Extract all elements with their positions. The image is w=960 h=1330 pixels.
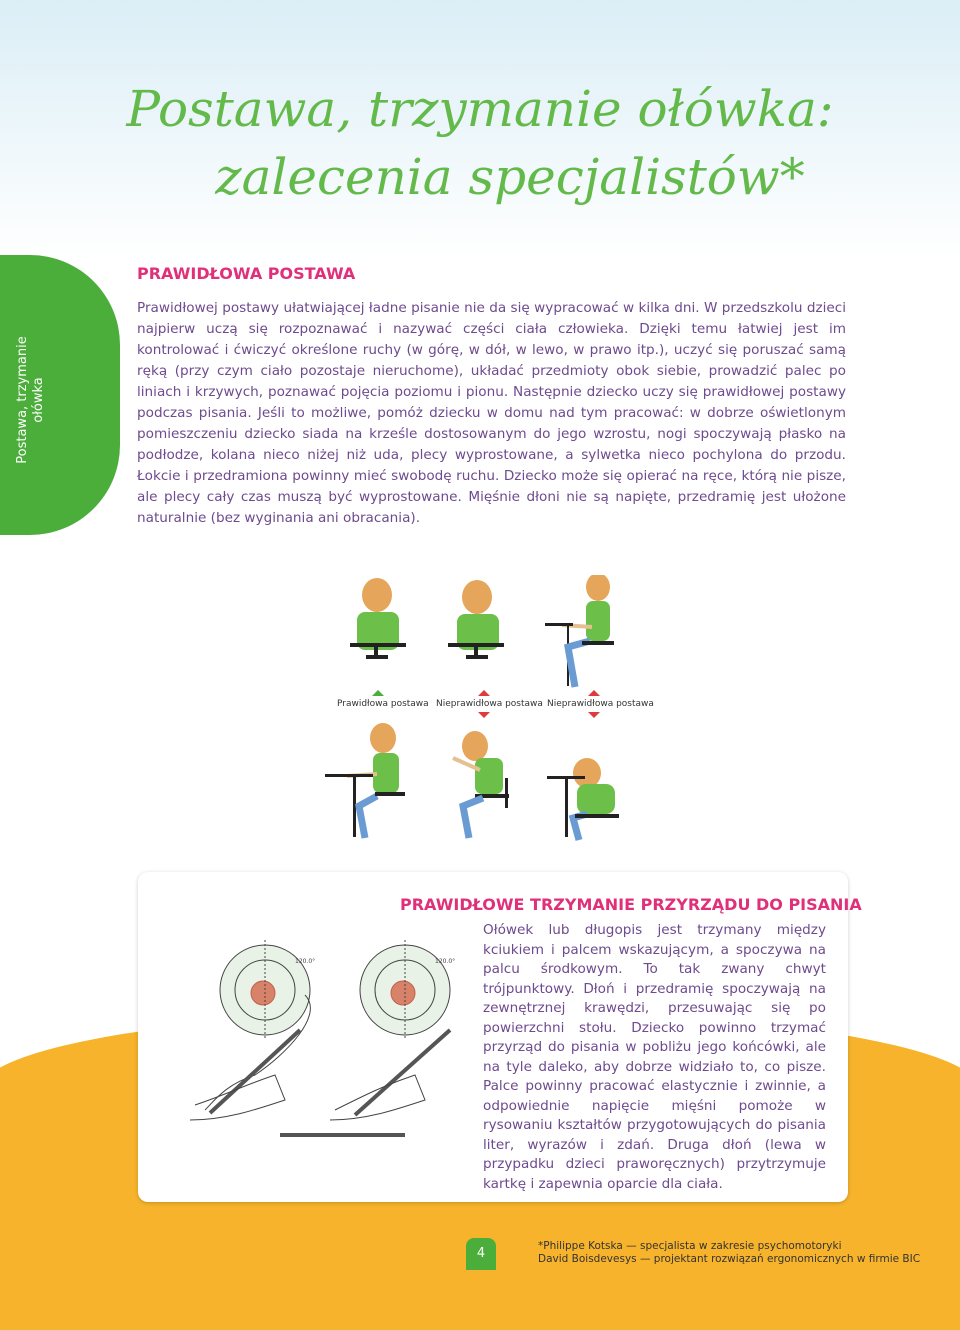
grip-body: Ołówek lub długopis jest trzymany między kciukiem i palcem wskazującym, a spoczywa na palcu środkowym. To tak zwany chwyt trójpunktowy. Dłoń i przedramię spoczywają na zewnętrznej krawędzi, przesuwając się po powierzchni stołu. Dziecko powinno trzymać przyrząd do pisania w pobliżu jego końcówki, ale na tyle daleko, aby dobrze widziało to, co pisze. Palce powinny pracować elastycznie i zwinnie, a odpowiednie napięcie mięśni pomoże w rysowaniu kształtów przygotowujących do pisania liter, wyrazów i zdań. Druga dłoń (lewa w przypadku dzieci praworęcznych) przytrzymuje kartkę i zapewnia oparcie dla ciała. <box>483 922 826 1192</box>
incorrect-up-indicator-icon <box>478 690 490 696</box>
child-back-view-2-icon <box>448 580 504 659</box>
child-slouching-icon <box>547 758 619 840</box>
posture-illustrations-bottom <box>325 718 645 843</box>
child-writing-correct-icon <box>325 723 405 838</box>
posture-illustrations-top <box>330 575 660 690</box>
posture-body: Prawidłowej postawy ułatwiającej ładne pisanie nie da się wypracować w kilka dni. W przedszkolu dzieci najpierw uczą się rozpoznawać i nazywać części ciała człowieka. Dzięki temu łatwiej jest im kontrolować i ćwiczyć określone ruchy (w górę, w dół, w lewo, w prawo itp.), uczyć się poruszać samą ręką (przy czym ciało pozostaje nieruchome), układać przedmioty obok siebie, prowadzić palec po liniach i krzywych, poznawać pojęcia poziomu i pionu. Następnie dziecko uczy się prawidłowej postawy podczas pisania. Jeśli to możliwe, pomóż dziecku w domu nad tym pracować: w dobrze oświetlonym pomieszczeniu dziecko siada na krześle dostosowanym do jego wzrostu, nogi spoczywają płasko na podłodze, kolana nieco niżej niż uda, plecy wyprostowane, a sylwetka nieco pochylona do przodu. Łokcie i przedramiona powinny mieć swobodę ruchu. Dziecko może się opierać na ręce, którą nie pisze, ale plecy cały czas muszą być wyprostowane. Mięśnie dłoni nie są napięte, przedramię jest ułożone naturalnie (bez wyginania ani obracania). <box>137 300 846 526</box>
side-tab-label: Postawa, trzymanie ołówka <box>15 336 46 464</box>
footnote-line-2: David Boisdevesys — projektant rozwiązań ergonomicznych w firmie BIC <box>538 1253 921 1265</box>
footnote <box>538 1240 920 1266</box>
angle-label-1: 120.0° <box>295 958 316 965</box>
footnote-line-1: *Philippe Kotska — specjalista w zakresie psychomotoryki <box>538 1240 842 1252</box>
angle-label-2: 120.0° <box>435 958 456 965</box>
pencil-grip-diagram-1-icon <box>190 940 310 1120</box>
child-writing-leaning-icon <box>453 731 509 838</box>
grip-heading: PRAWIDŁOWE TRZYMANIE PRZYRZĄDU DO PISANIA <box>400 895 862 914</box>
correct-indicator-icon <box>372 690 384 696</box>
posture-heading: PRAWIDŁOWA POSTAWA <box>137 264 356 283</box>
child-back-view-1-icon <box>350 578 406 659</box>
grip-illustration <box>185 935 475 1150</box>
page-number: 4 <box>466 1238 496 1270</box>
caption-incorrect-posture-2: Nieprawidłowa postawa <box>547 699 654 709</box>
child-side-view-icon <box>545 575 614 687</box>
caption-correct-posture: Prawidłowa postawa <box>337 699 429 709</box>
pencil-grip-diagram-2-icon <box>280 940 450 1135</box>
caption-incorrect-posture-1: Nieprawidłowa postawa <box>436 699 543 709</box>
page-title-line-2: zalecenia specjalistów* <box>215 148 805 206</box>
page-title-line-1: Postawa, trzymanie ołówka: <box>126 80 834 138</box>
incorrect-up-indicator-2-icon <box>588 690 600 696</box>
